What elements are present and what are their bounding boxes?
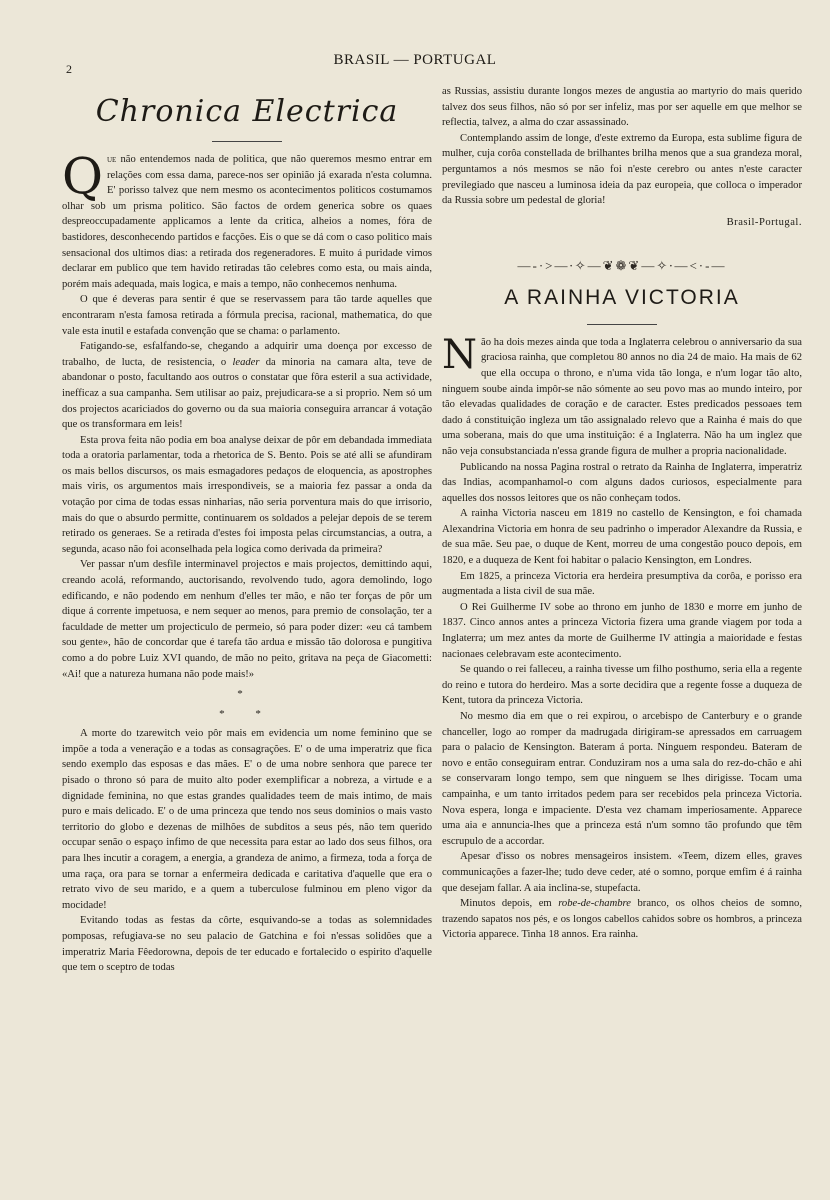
chronica-paragraph: O que é deveras para sentir é que se reservassem para tão tarde aquelles que encontraram n'esta famosa retirada a fórmula precisa, racional, mathematica, do que vale esta inutil e estafada convenção que se chama: o parlamento. <box>62 294 432 337</box>
chronica-paragraph: as Russias, assistiu durante longos mezes de angustia ao martyrio do mais querido talvez dos seus filhos, não só por ser infeliz, mas por ser aquelle em que melhor se reflectia, talvez, a alma do czar assassinado. <box>442 86 802 129</box>
asterism-top: * <box>237 688 257 701</box>
chronica-paragraph: Contemplando assim de longe, d'este extremo da Europa, esta sublime figura de mulher, cuja corôa constellada de brilhantes brilha menos que a sua grandeza moral, perguntamos a nós mesmos se não foi n'este cerebro ou antes n'este caracter previlegiado que nasceu a luminosa ideia da paz europeia, que colloca o imperador da Russia sobre um pedestal de gloria! <box>442 132 802 207</box>
victoria-paragraph: Não ha dois mezes ainda que toda a Inglaterra celebrou o anniversario da sua graciosa rainha, que completou 80 annos no dia 24 de maio. Ha mais de 62 que ella occupa o throno, e n'uma vida tão longa, e n'um logar tão alto, ninguem soube ainda impôr-se não sómente ao seu povo mas ao mundo inteiro, por tão elevadas qualidades de coração e de caracter. Estes predicados pessoaes tem dado á constituição ingleza um tão assignalado relevo que a Rainha é mais do que uma soberana, mais do que uma instituição: é a Inglaterra. Não ha um inglez que não veja consubstanciada n'essa grande figura de mulher a propria nacionalidade. <box>442 331 802 457</box>
left-column <box>62 84 432 976</box>
victoria-paragraph: Publicando na nossa Pagina rostral o retrato da Rainha de Inglaterra, imperatriz das Indias, acompanhamol-o com alguns dados curiosos, especialmente para aquelles dos nossos leitores que os não conheçam todos. <box>442 461 802 504</box>
chronica-title: Chronica Electrica <box>95 94 399 129</box>
ornament-divider: —-·>—∙✧—❦❁❦—✧∙—<·-— <box>517 257 727 273</box>
victoria-paragraph: Apesar d'isso os nobres mensageiros insistem. «Teem, dizem elles, graves communicações a fazer-lhe; tudo deve ceder, até o somno, porque emfim é á rainha que desejam fallar. A aia inclina-se, stupefacta. <box>442 851 802 894</box>
title-rule <box>212 141 282 142</box>
victoria-paragraph: Minutos depois, em robe-de-chambre branco, os olhos cheios de somno, trazendo sapatos nos pés, e os longos cabellos cahidos sobre os hombros, a princeza Victoria apparece. Tinha 18 annos. Era rainha. <box>442 898 802 941</box>
title-rule <box>587 324 657 325</box>
chronica-paragraph: Que não entendemos nada de politica, que não queremos mesmo entrar em relações com essa dama, parece-nos ser opinião já exarada n'esta columna. E' porisso talvez que nem mesmo os acontecimentos politicos costumamos olhar sob um prisma politico. São factos de ordem generica sobre os quaes despreoccupadamente applicamos a lente da critica, alheios a nomes, fóra de bastidores, desconhecendo partidos e facções. Eis o que se dá com o caso politico mais sensacional dos ultimos dias: a retirada dos regeneradores. E muito á puridade vimos declarar em publico que tem havido retiradas tão celebres como esta, ou mais ainda, porém mais adequada, mais logica, e mais a tempo, não conhecemos nenhuma. <box>62 147 432 290</box>
victoria-paragraph: Em 1825, a princeza Victoria era herdeira presumptiva da corôa, e porisso era augmentada a lista civil de sua mãe. <box>442 570 802 598</box>
running-title: BRASIL — PORTUGAL <box>333 52 497 68</box>
chronica-paragraph: Esta prova feita não podia em boa analyse deixar de pôr em debandada immediata toda a oratoria parlamentar, toda a rhetorica de S. Bento. Pois se até alli se afundiram os mais bellos discursos, os mais esmagadores pedaços de eloquencia, as apostrophes mais viris, os argumentos mais irrespondiveis, se a maioria fez passar a onda da votação por cima de todas essas ninharias, não seria porventura mais do que irrisorio, mais do que o absurdo permitte, continuarem os soldados a pelejar depois de se terem retirado os generaes. Se a retirada d'estes foi imposta pelas circumstancias, a outra, a segunda, acaso não foi aconselhada pela logica como derivada da primeira? <box>62 434 432 555</box>
asterism-bottom: * * <box>219 708 275 721</box>
drop-cap: Q <box>62 147 103 205</box>
victoria-paragraph: A rainha Victoria nasceu em 1819 no castello de Kensington, e foi chamada Alexandrina Victoria em honra de seu padrinho o imperador Alexandre da Russia, e de sua mãe. Seu pae, o duque de Kent, morreu de uma congestão pouco depois, em 1820, e a duqueza de Kent foi habitar o palacio Kensington, em Londres. <box>442 508 802 567</box>
chronica-paragraph: Ver passar n'um desfile interminavel projectos e mais projectos, demittindo aqui, creando acolá, reformando, auctorisando, revolvendo tudo, agora demolindo, logo edificando, e não podendo em nenhum d'elles ter mão, e não ter forças de pôr um dique á corrente impetuosa, e nem sequer ao menos, para premio de consolação, ter a faculdade de metter um projecticulo de permeio, só para poder dizer: «eu cá tambem sou gente», hão de concordar que é tarefa tão ardua e missão tão dolorosa e pungitiva como a do pobre Luiz XVI quando, de mão no peito, gritava na peça de Giacometti: «Ai! que a natureza humana não pode mais!» <box>62 559 432 680</box>
chronica-paragraph: Evitando todas as festas da côrte, esquivando-se a todas as solemnidades pomposas, refugiava-se no seu palacio de Gatchina e foi n'essas solidões que a imperatriz Maria Fêedorowna, depois de ter educado e fortalecido o espirito d'aquelle que tem o sceptro de todas <box>62 915 432 974</box>
right-column <box>442 84 802 943</box>
chronica-paragraph: A morte do tzarewitch veio pôr mais em evidencia um nome feminino que se impõe a toda a veneração e a todas as consagrações. E' o de uma imperatriz que fica sendo exemplo das esposas e das mães. E' o de uma nobre senhora que parece ter pisado o throno só para de muito alto poder exemplificar a nobreza, a virtude e a dignidade feminina, no que estas grandes qualidades teem de mais intimo, de mais puro e mais delicado. E' o de uma princeza que tendo nos seus dominios o mais vasto territorio do globo e dezenas de milhões de subditos a seus pés, não tem querido occupar senão o espaço infimo de que necessita para estar ao lado dos seus filhos, ora para lhes incutir a coragem, a energia, a grandeza de animo, a firmeza, toda a força de uma raça, ora para se tornar a enfermeira dedicada e caritativa d'aquelle que era o retrato vivo de seu marido, e a quem a tuberculose fulminou em pleno vigor da mocidade! <box>62 728 432 911</box>
signature: Brasil-Portugal. <box>726 216 802 228</box>
drop-cap: N <box>442 331 477 378</box>
victoria-paragraph: No mesmo dia em que o rei expirou, o arcebispo de Canterbury e o grande chanceller, logo ao romper da madrugada dirigiram-se apressados em carruagem para o palacio de Kensington. Bateram á porta. Ninguem respondeu. Bateram de novo e então conseguiram entrar. Conduziram nos a uma sala do rez-do-chão e ahi se conservaram longo tempo, sem que ninguem se lhes dirigisse. Tocam uma campainha, e um tanto irritados pedem para ser recebidos pela princeza Victoria. Nova espera, longa e impaciente. D'esta vez chamam imperiosamente. Apparece uma aia e annuncia-lhes que a princeza está n'um somno tão profundo que têm escrupulo de a accordar. <box>442 711 802 847</box>
chronica-paragraph: Fatigando-se, esfalfando-se, chegando a adquirir uma doença por excesso de trabalho, de lucta, de resistencia, o leader da minoria na camara alta, teve de abandonar o posto, facultando aos outros o constatar que fôra esteril a sua actividade, inefficaz a sua campanha. Sem utilisar ao paiz, prejudicara-se a si proprio. Nem só um dos projectos acariciados do governo ou da sua maioria conseguira arrancar á votação que os transformara em leis! <box>62 341 432 431</box>
victoria-title: A RAINHA VICTORIA <box>504 285 740 309</box>
victoria-paragraph: Se quando o rei falleceu, a rainha tivesse um filho posthumo, seria ella a regente do reino e tutora do herdeiro. Mas a sorte decidira que a regente fosse a duqueza de Kent, tutora da princeza Victoria. <box>442 664 802 707</box>
page-number: 2 <box>66 62 72 76</box>
victoria-paragraph: O Rei Guilherme IV sobe ao throno em junho de 1830 e morre em junho de 1837. Cinco annos antes a princeza Victoria fizera uma grande viagem por toda a Inglaterra; um mez antes da morte de Guilherme IV attingia a maioridade e festas nacionaes celebravam este acontecimento. <box>442 601 802 660</box>
